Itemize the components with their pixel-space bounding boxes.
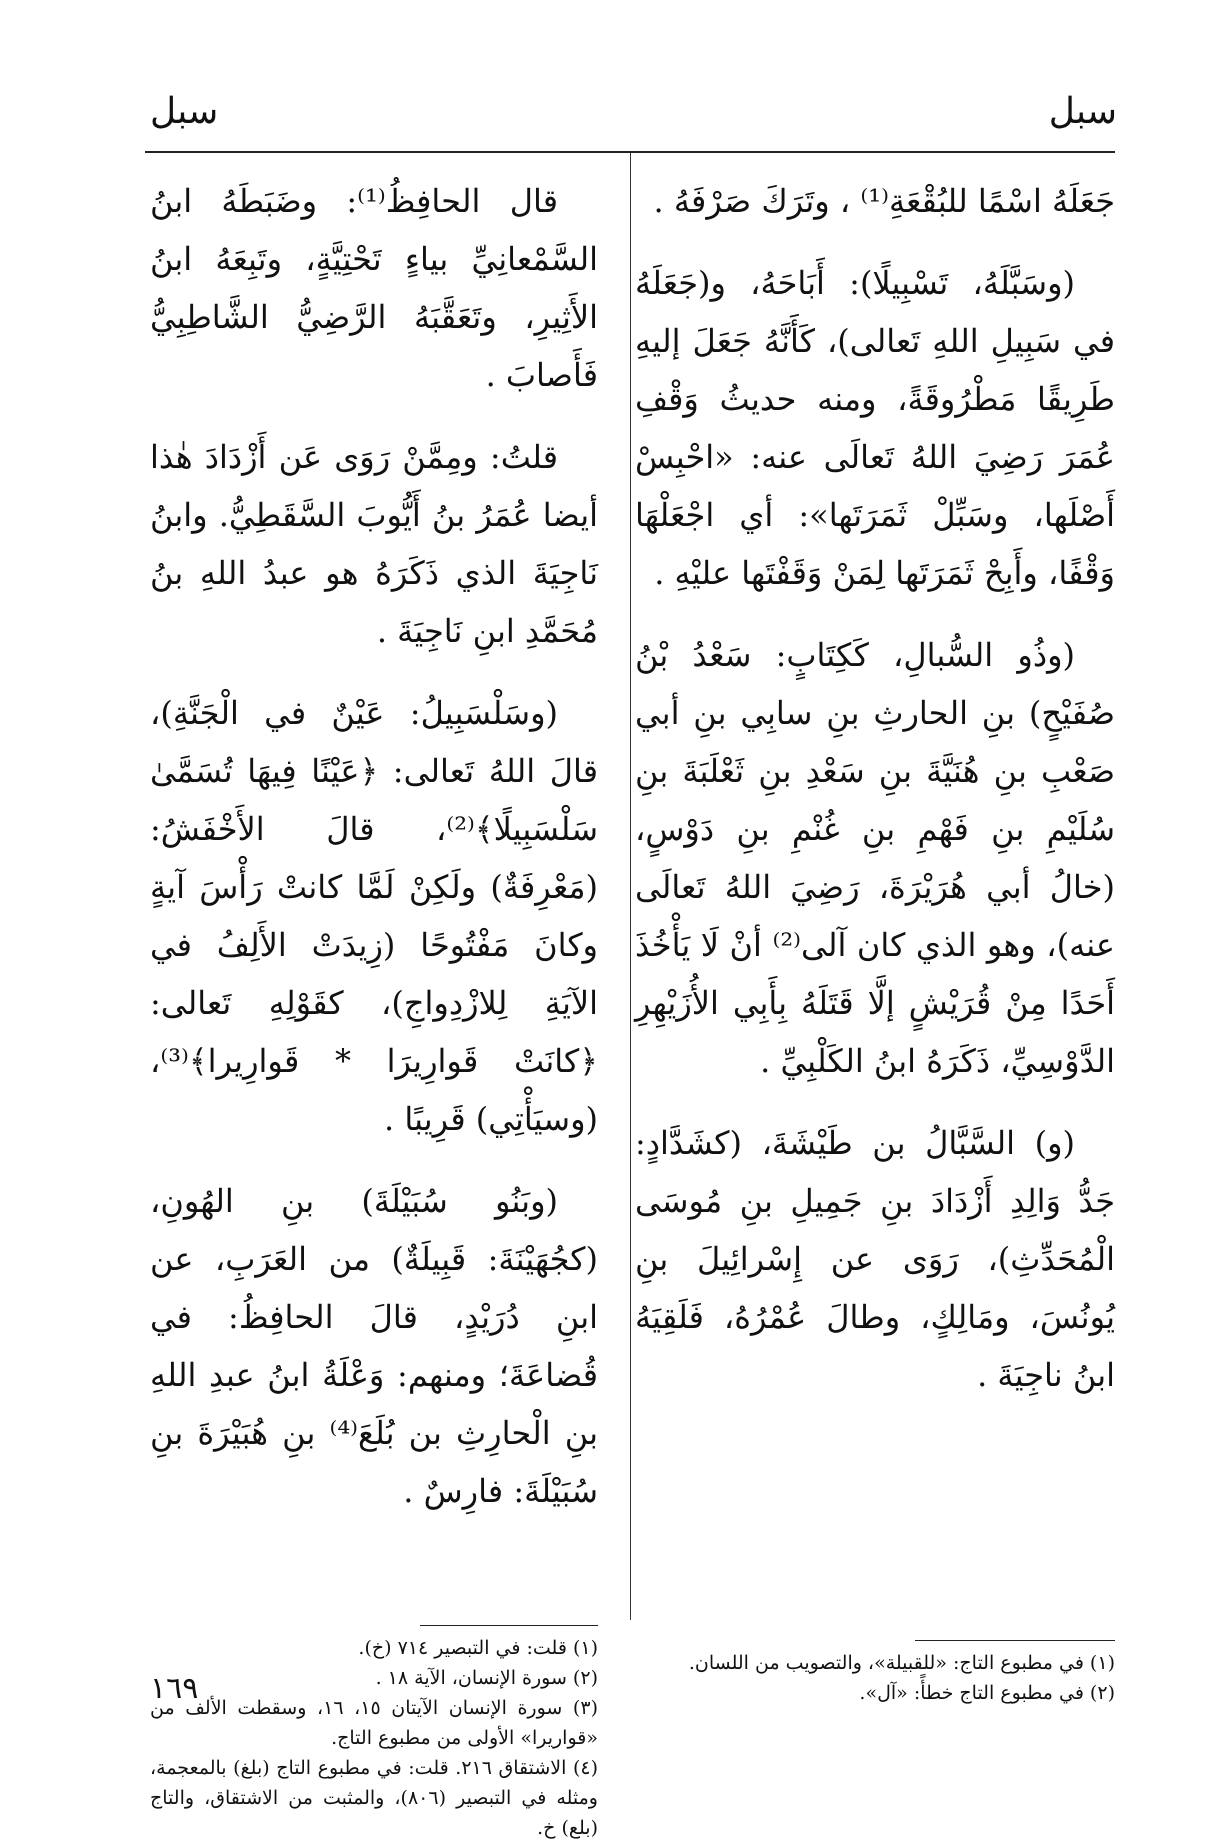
left-footnote-4: (٤) الاشتقاق ٢١٦. قلت: في مطبوع التاج (بلغ) بالمعجمة، ومثله في التبصير (٨٠٦)، والمثبت من الاشتقاق، والتاج (بلع) خ. xyxy=(150,1757,599,1839)
left-paragraph-3: (وسَلْسَبِيلُ: عَيْنٌ في الْجَنَّةِ)، قالَ اللهُ تَعالى: ﴿عَيْنًا فِيهَا تُسَمَّىٰ سَلْسَبِيلًا﴾⁽²⁾، قالَ الأَخْفَشُ: (مَعْرِفَةٌ) ولَكِنْ لَمَّا كانتْ رَأْسَ آيةٍ وكانَ مَفْتُوحًا (زِيدَتْ الأَلِفُ في الآيَةِ لِلازْدِواجِ)، كقَوْلِهِ تَعالى: ﴿كانَتْ قَوارِيرَا * قَوارِيرا﴾⁽³⁾، (وسيَأْتِي) قَرِيبًا . xyxy=(150,694,598,1138)
left-footnote-2: (٢) سورة الإنسان، الآية ١٨ . xyxy=(375,1667,598,1689)
page-number: ١٦٩ xyxy=(150,1671,199,1706)
left-footnote-3: (٣) سورة الإنسان الآيتان ١٥، ١٦، وسقطت الألف من «قواريرا» الأولى من مطبوع التاج. xyxy=(150,1697,598,1749)
left-column xyxy=(150,172,598,1544)
right-footnote-rule xyxy=(915,1640,1115,1641)
right-footnotes xyxy=(635,1648,1115,1708)
right-paragraph-4: (و) السَّبَّالُ بن طَيْشَةَ، (كشَدَّادٍ: جَدُّ وَالِدِ أَزْدَادَ بنِ جَمِيلِ بنِ مُوسَى الْمُحَدِّثِ)، رَوَى عن إِسْرائِيلَ بنِ يُونُسَ، ومَالِكٍ، وطالَ عُمْرُهُ، فَلَقِيَهُ ابنُ ناجِيَةَ . xyxy=(635,1124,1115,1394)
left-footnote-1: (١) قلت: في التبصير ٧١٤ (خ). xyxy=(358,1637,598,1659)
left-paragraph-1: قال الحافِظُ⁽¹⁾: وضَبَطَهُ ابنُ السَّمْعانِيِّ بياءٍ تَحْتِيَّةٍ، وتَبِعَهُ ابنُ الأَثِيرِ، وتَعَقَّبَهُ الرَّضِيُّ الشَّاطِبِيُّ فَأَصابَ . xyxy=(150,182,598,394)
right-paragraph-2: (وسَبَّلَهُ، تَسْبِيلًا): أَبَاحَهُ، و(جَعَلَهُ في سَبِيلِ اللهِ تَعالى)، كَأَنَّهُ جَعَلَ إليهِ طَرِيقًا مَطْرُوقَةً، ومنه حديثُ وَقْفِ عُمَرَ رَضِيَ اللهُ تَعالَى عنه: «احْبِسْ أَصْلَها، وسَبِّلْ ثَمَرَتَها»: أي اجْعَلْهَا وَقْفًا، وأَبِحْ ثَمَرَتَها لِمَنْ وَقَفْتَها عليْهِ . xyxy=(635,264,1115,592)
right-paragraph-3: (وذُو السُّبالِ، كَكِتَابٍ: سَعْدُ بْنُ صُفَيْحٍ) بنِ الحارثِ بنِ سابِي بنِ أبي صَعْبِ بنِ هُنَيَّةَ بنِ سَعْدِ بنِ ثَعْلَبَةَ بنِ سُلَيْمِ بنِ فَهْمِ بنِ غُنْمِ بنِ دَوْسٍ، (خالُ أبي هُرَيْرَةَ، رَضِيَ اللهُ تَعالَى عنه)، وهو الذي كان آلى⁽²⁾ أنْ لَا يَأْخُذَ أَحَدًا مِنْ قُرَيْشٍ إلَّا قَتَلَهُ بِأَبِي الأُزَيْهِرِ الدَّوْسِيِّ، ذَكَرَهُ ابنُ الكَلْبِيِّ . xyxy=(635,636,1115,1080)
left-paragraph-2: قلتُ: ومِمَّنْ رَوَى عَن أَزْدَادَ هٰذا أيضا عُمَرُ بنُ أَيُّوبَ السَّقَطِيُّ. وابنُ نَاجِيَةَ الذي ذَكَرَهُ هو عبدُ اللهِ بنُ مُحَمَّدِ ابنِ نَاجِيَةَ . xyxy=(150,438,598,650)
left-paragraph-4: (وبَنُو سُبَيْلَةَ) بنِ الهُونِ، (كجُهَيْنَةَ: قَبِيلَةٌ) من العَرَبِ، عن ابنِ دُرَيْدٍ، قالَ الحافِظُ: في قُضاعَةَ؛ ومنهم: وَعْلَةُ ابنُ عبدِ اللهِ بنِ الْحارِثِ بن بُلَعَ⁽⁴⁾ بنِ هُبَيْرَةَ بنِ سُبَيْلَةَ: فارِسٌ . xyxy=(150,1182,599,1510)
right-column xyxy=(635,172,1115,1428)
left-footnotes xyxy=(150,1633,598,1843)
running-headword-right: سبل xyxy=(1048,91,1117,132)
column-divider xyxy=(630,153,631,1620)
right-paragraph-1: جَعَلَهُ اسْمًا للبُقْعَةِ⁽¹⁾ ، وتَرَكَ صَرْفَهُ . xyxy=(653,182,1115,220)
running-headword-left: سبل xyxy=(150,91,219,132)
right-footnote-1: (١) في مطبوع التاج: «للقبيلة»، والتصويب من اللسان. xyxy=(688,1652,1115,1674)
right-footnote-2: (٢) في مطبوع التاج خطأً: «آل». xyxy=(859,1682,1115,1704)
left-footnote-rule xyxy=(420,1625,598,1626)
